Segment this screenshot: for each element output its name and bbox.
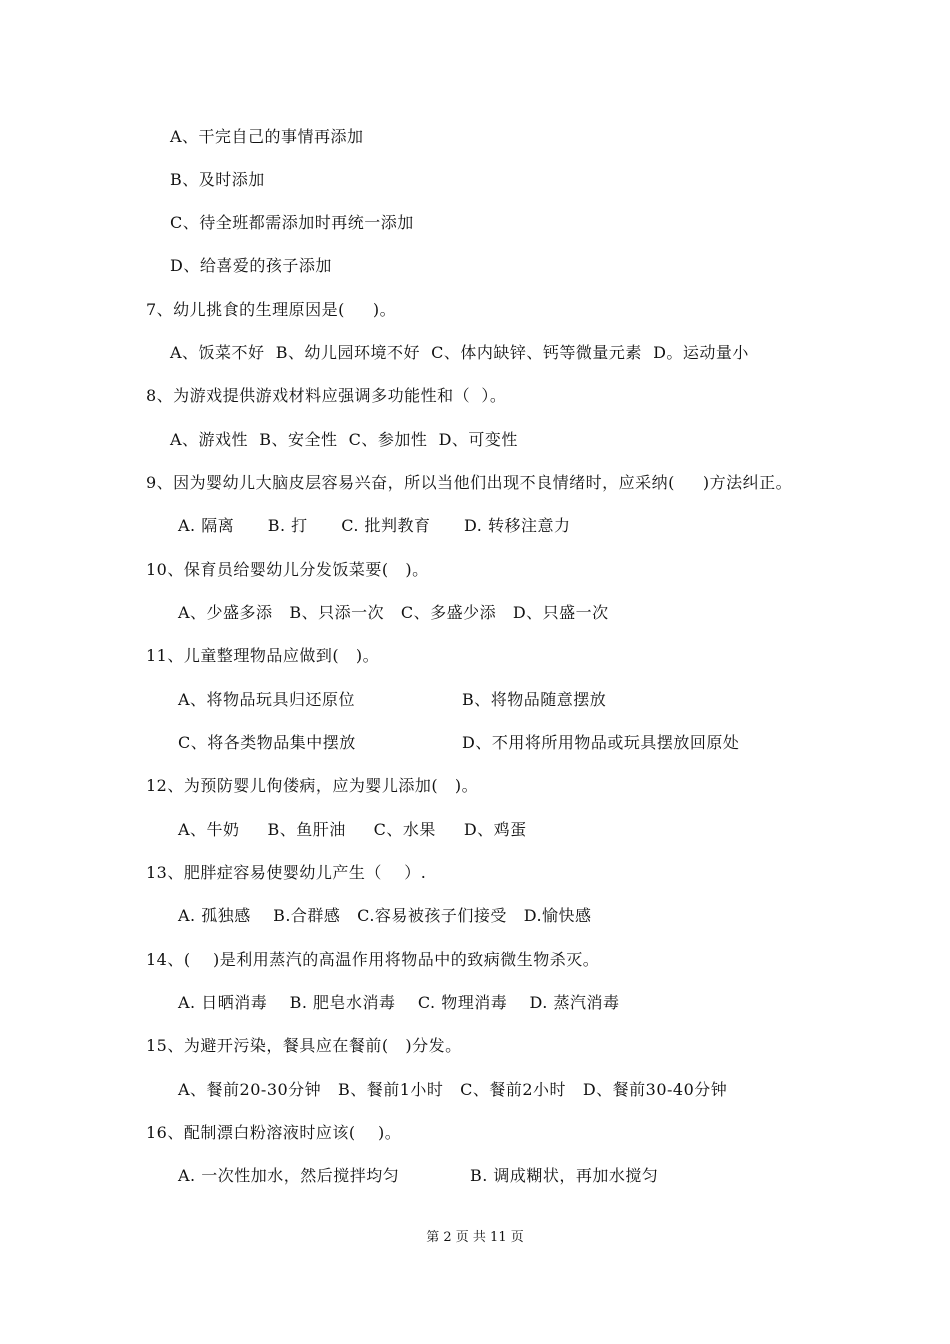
option-line: A、干完自己的事情再添加 [170,127,364,146]
question-line: 16、配制漂白粉溶液时应该( )。 [146,1123,402,1142]
option-line: B. 调成糊状，再加水搅匀 [470,1166,659,1185]
option-line: D、给喜爱的孩子添加 [170,256,332,275]
question-line: 10、保育员给婴幼儿分发饭菜要( )。 [146,560,429,579]
option-line: A、餐前20-30分钟 B、餐前1小时 C、餐前2小时 D、餐前30-40分钟 [178,1080,728,1099]
question-line: 7、幼儿挑食的生理原因是( )。 [146,300,397,319]
option-line: A、牛奶 B、鱼肝油 C、水果 D、鸡蛋 [178,820,527,839]
option-line: C、将各类物品集中摆放 [178,733,356,752]
option-line: A、少盛多添 B、只添一次 C、多盛少添 D、只盛一次 [178,603,609,622]
option-line: D、不用将所用物品或玩具摆放回原处 [462,733,740,752]
option-line: B、将物品随意摆放 [462,690,607,709]
question-line: 8、为游戏提供游戏材料应强调多功能性和（ ）。 [146,386,507,405]
option-line: A. 隔离 B. 打 C. 批判教育 D. 转移注意力 [178,516,571,535]
question-line: 11、儿童整理物品应做到( )。 [146,646,380,665]
option-line: A、饭菜不好 B、幼儿园环境不好 C、体内缺锌、钙等微量元素 D。运动量小 [170,343,749,362]
option-line: A、将物品玩具归还原位 [178,690,356,709]
option-line: B、及时添加 [170,170,265,189]
option-line: A、游戏性 B、安全性 C、参加性 D、可变性 [170,430,518,449]
question-line: 13、肥胖症容易使婴幼儿产生（ ）. [146,863,427,882]
option-line: A. 日晒消毒 B. 肥皂水消毒 C. 物理消毒 D. 蒸汽消毒 [178,993,620,1012]
option-line: A. 一次性加水，然后搅拌均匀 [178,1166,400,1185]
page-footer: 第 2 页 共 11 页 [426,1230,524,1245]
question-line: 9、因为婴幼儿大脑皮层容易兴奋，所以当他们出现不良情绪时，应采纳( )方法纠正。 [146,473,793,492]
question-line: 12、为预防婴儿佝偻病，应为婴儿添加( )。 [146,776,479,795]
question-line: 14、( )是利用蒸汽的高温作用将物品中的致病微生物杀灭。 [146,950,600,969]
option-line: C、待全班都需添加时再统一添加 [170,213,414,232]
option-line: A. 孤独感 B.合群感 C.容易被孩子们接受 D.愉快感 [178,906,592,925]
question-line: 15、为避开污染，餐具应在餐前( )分发。 [146,1036,462,1055]
